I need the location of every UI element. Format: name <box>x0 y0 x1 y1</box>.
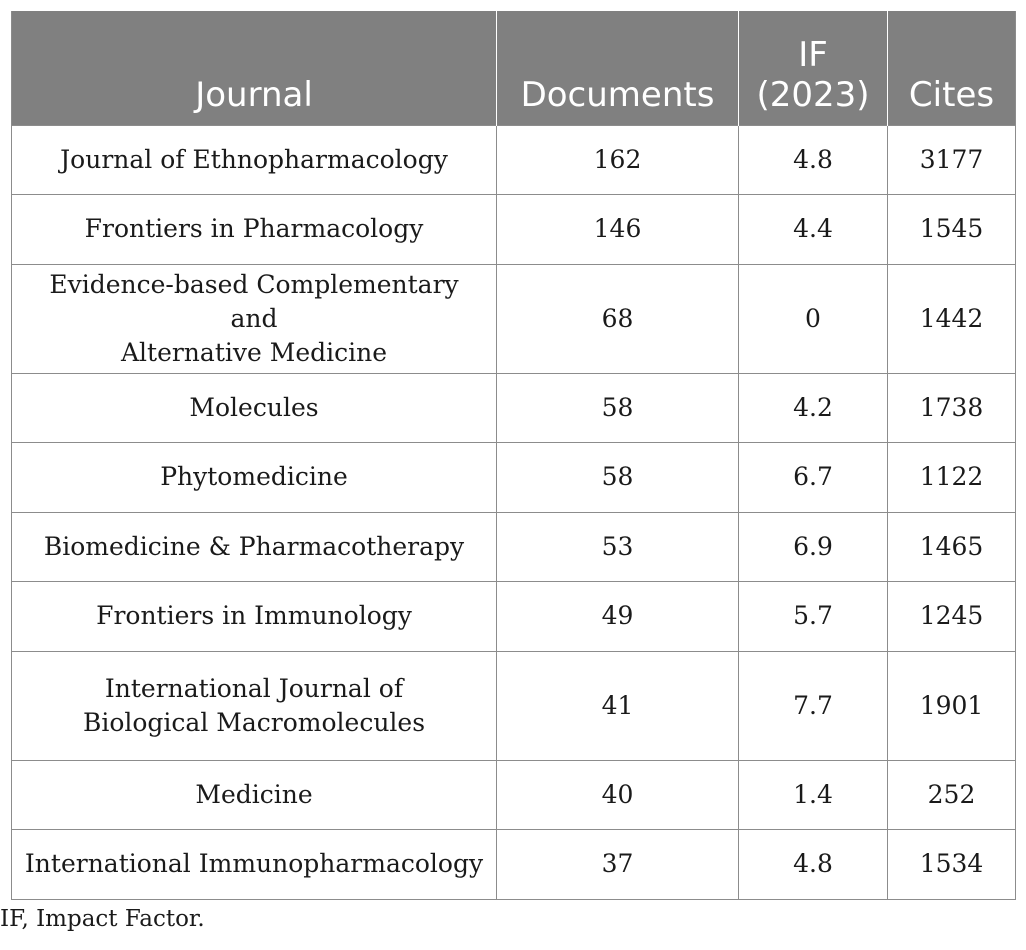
table-header <box>12 11 1016 125</box>
journal-table <box>11 11 1016 900</box>
header-if <box>739 11 888 125</box>
journal-name: International Immunopharmacology <box>24 849 484 879</box>
cell-documents: 41 <box>497 651 739 760</box>
cell-documents: 162 <box>497 125 739 195</box>
cell-cites: 252 <box>888 760 1016 830</box>
cell-cites: 1122 <box>888 443 1016 513</box>
header-if-line2: (2023) <box>756 74 870 115</box>
cell-if: 4.8 <box>739 830 888 900</box>
cell-if: 1.4 <box>739 760 888 830</box>
cell-documents: 40 <box>497 760 739 830</box>
cell-journal <box>12 760 497 830</box>
cell-if: 6.9 <box>739 512 888 582</box>
journal-name-line1: Evidence-based Complementary and <box>49 269 459 333</box>
table-row <box>12 651 1016 760</box>
header-row <box>12 11 1016 125</box>
table-row <box>12 373 1016 443</box>
header-journal: Journal <box>12 11 497 125</box>
journal-name-line2: Biological Macromolecules <box>82 707 426 737</box>
cell-documents: 146 <box>497 195 739 265</box>
cell-cites: 1545 <box>888 195 1016 265</box>
cell-documents: 53 <box>497 512 739 582</box>
table-row <box>12 443 1016 513</box>
table-row <box>12 264 1016 373</box>
cell-cites: 1442 <box>888 264 1016 373</box>
cell-cites: 1901 <box>888 651 1016 760</box>
cell-cites: 1465 <box>888 512 1016 582</box>
cell-documents: 49 <box>497 582 739 652</box>
cell-if: 7.7 <box>739 651 888 760</box>
cell-journal <box>12 830 497 900</box>
header-documents: Documents <box>497 11 739 125</box>
cell-if: 5.7 <box>739 582 888 652</box>
journal-table-container <box>11 11 1015 900</box>
cell-if: 4.4 <box>739 195 888 265</box>
cell-cites: 3177 <box>888 125 1016 195</box>
table-row <box>12 760 1016 830</box>
table-footnote: IF, Impact Factor. <box>0 906 205 932</box>
table-row <box>12 125 1016 195</box>
cell-cites: 1245 <box>888 582 1016 652</box>
cell-journal <box>12 582 497 652</box>
journal-name: Molecules <box>189 392 319 422</box>
header-if-line1: IF <box>798 34 828 75</box>
cell-cites: 1738 <box>888 373 1016 443</box>
cell-journal <box>12 651 497 760</box>
table-row <box>12 512 1016 582</box>
cell-documents: 37 <box>497 830 739 900</box>
cell-documents: 58 <box>497 373 739 443</box>
cell-documents: 68 <box>497 264 739 373</box>
cell-journal <box>12 373 497 443</box>
cell-journal <box>12 195 497 265</box>
journal-name: Phytomedicine <box>160 462 348 492</box>
table-body <box>12 125 1016 899</box>
cell-journal <box>12 443 497 513</box>
header-cites: Cites <box>888 11 1016 125</box>
journal-name: Biomedicine & Pharmacotherapy <box>43 531 465 561</box>
cell-if: 6.7 <box>739 443 888 513</box>
cell-if: 0 <box>739 264 888 373</box>
cell-journal <box>12 512 497 582</box>
journal-name-line2: Alternative Medicine <box>120 337 388 367</box>
journal-name-line1: International Journal of <box>104 673 404 703</box>
journal-name: Journal of Ethnopharmacology <box>60 144 448 174</box>
journal-name: Frontiers in Pharmacology <box>84 214 424 244</box>
cell-journal <box>12 125 497 195</box>
table-row <box>12 195 1016 265</box>
journal-name: Medicine <box>195 779 313 809</box>
cell-if: 4.8 <box>739 125 888 195</box>
cell-cites: 1534 <box>888 830 1016 900</box>
journal-name: Frontiers in Immunology <box>96 601 412 631</box>
cell-if: 4.2 <box>739 373 888 443</box>
table-row <box>12 582 1016 652</box>
cell-journal <box>12 264 497 373</box>
table-row <box>12 830 1016 900</box>
cell-documents: 58 <box>497 443 739 513</box>
